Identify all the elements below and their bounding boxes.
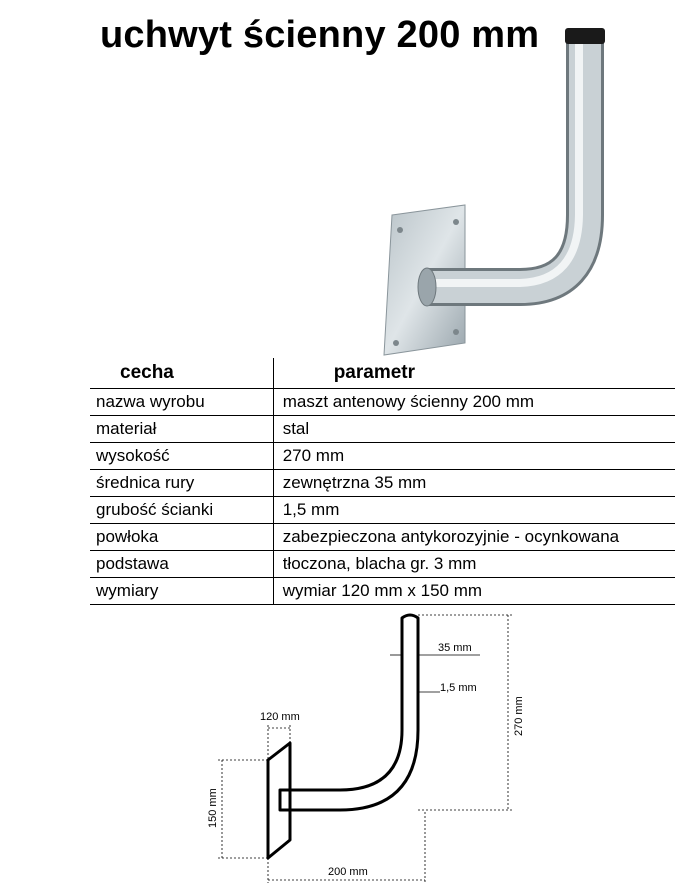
dim-15-label: 1,5 mm — [440, 682, 477, 694]
value-cell: zewnętrzna 35 mm — [282, 473, 427, 492]
feature-cell: grubość ścianki — [90, 497, 273, 524]
table-row — [90, 416, 675, 443]
dim-200-label: 200 mm — [328, 866, 368, 878]
table-row — [90, 470, 675, 497]
dim-270-label: 270 mm — [513, 696, 525, 736]
dim-35-label: 35 mm — [438, 642, 472, 654]
dim-120-label: 120 mm — [260, 711, 300, 723]
value-cell: 270 mm — [282, 446, 345, 465]
feature-cell: wysokość — [90, 443, 273, 470]
feature-cell: materiał — [90, 416, 273, 443]
value-cell: 1,5 mm — [282, 500, 340, 519]
value-cell: zabezpieczona antykorozyjnie - ocynkowana — [282, 527, 620, 546]
table-row — [90, 497, 675, 524]
header-feature: cecha — [90, 358, 273, 389]
table-row — [90, 443, 675, 470]
technical-drawing — [190, 600, 550, 886]
pipe-cap — [565, 28, 605, 44]
spec-table — [90, 358, 675, 605]
value-cell: wymiar 120 mm x 150 mm — [282, 581, 483, 600]
table-row — [90, 389, 675, 416]
feature-cell: wymiary — [90, 578, 273, 605]
table-row — [90, 551, 675, 578]
feature-cell: średnica rury — [90, 470, 273, 497]
table-row — [90, 524, 675, 551]
value-cell: stal — [282, 419, 310, 438]
dim-150-label: 150 mm — [207, 788, 219, 828]
feature-cell: podstawa — [90, 551, 273, 578]
table-header-row — [90, 358, 675, 389]
page-title: uchwyt ścienny 200 mm — [100, 14, 540, 56]
value-cell: maszt antenowy ścienny 200 mm — [282, 392, 535, 411]
drawing-pipe — [280, 615, 418, 810]
feature-cell: nazwa wyrobu — [90, 389, 273, 416]
bracket-photo — [370, 25, 620, 365]
header-parameter: parametr — [333, 362, 416, 383]
feature-cell: powłoka — [90, 524, 273, 551]
value-cell: tłoczona, blacha gr. 3 mm — [282, 554, 477, 573]
